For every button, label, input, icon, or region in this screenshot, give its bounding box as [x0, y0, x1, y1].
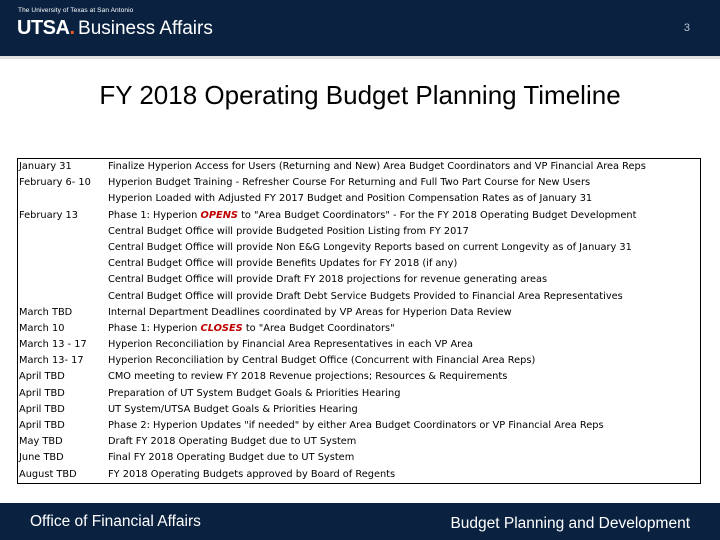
page-title: FY 2018 Operating Budget Planning Timeline [99, 80, 621, 110]
timeline-description-text: Draft FY 2018 Operating Budget due to UT System [108, 436, 357, 448]
footer-office-name: Office of Financial Affairs [30, 513, 201, 530]
timeline-description-text: UT System/UTSA Budget Goals & Priorities Hearing [108, 403, 358, 415]
timeline-description-text: FY 2018 Operating Budgets approved by Board of Regents [108, 468, 396, 480]
timeline-row [18, 289, 700, 305]
timeline-description [107, 434, 700, 450]
logo-utsa-text: UTSA [17, 17, 70, 39]
header-divider [0, 56, 720, 59]
timeline-date: May TBD [19, 436, 63, 448]
timeline-date [18, 240, 107, 256]
timeline-date: April TBD [19, 420, 65, 431]
logo-dot: . [69, 17, 76, 39]
timeline-row [18, 159, 700, 175]
timeline-row [18, 418, 700, 434]
timeline-description [107, 159, 700, 175]
timeline-date: April TBD [19, 371, 65, 383]
timeline-description-text: Hyperion Loaded with Adjusted FY 2017 Budget and Position Compensation Rates as of January 31 [108, 193, 593, 205]
timeline-description [107, 450, 700, 466]
timeline-table [17, 158, 701, 484]
timeline-row [18, 321, 700, 337]
timeline-description [107, 240, 700, 256]
timeline-description-text: Internal Department Deadlines coordinated by VP Areas for Hyperion Data Review [108, 306, 512, 318]
timeline-description-text: Central Budget Office will provide Budgeted Position Listing from FY 2017 [108, 225, 469, 237]
timeline-description-text: Final FY 2018 Operating Budget due to UT System [108, 452, 355, 464]
timeline-date [18, 224, 107, 240]
timeline-row [18, 305, 700, 321]
logo-department-text: Business Affairs [78, 18, 213, 39]
timeline-description [107, 305, 700, 321]
timeline-date [18, 256, 107, 272]
timeline-description-text: Central Budget Office will provide Draft Debt Service Budgets Provided to Financial Area Representatives [108, 290, 623, 302]
timeline-description [107, 224, 700, 240]
timeline-description [107, 467, 700, 483]
page-number: 3 [683, 22, 690, 34]
timeline-row [18, 224, 700, 240]
timeline-date [18, 289, 107, 305]
timeline-date: March TBD [19, 306, 73, 318]
timeline-row [18, 208, 700, 224]
timeline-date [18, 191, 107, 207]
timeline-description [107, 175, 700, 191]
timeline-date: March 13- 17 [19, 355, 84, 367]
footer-department-name: Budget Planning and Development [450, 515, 690, 532]
timeline-row [18, 402, 700, 418]
timeline-row [18, 272, 700, 288]
timeline-description [107, 321, 700, 337]
timeline-row [18, 337, 700, 353]
timeline-description [107, 337, 700, 353]
timeline-description-text: Finalize Hyperion Access for Users (Returning and New) Area Budget Coordinators and VP Financial Area Reps [108, 161, 646, 172]
header-bar [0, 0, 720, 56]
timeline-description [107, 256, 700, 272]
timeline-row [18, 369, 700, 385]
timeline-row [18, 240, 700, 256]
timeline-date: April TBD [19, 403, 65, 415]
utsa-logo [17, 17, 213, 41]
footer-bar [0, 503, 720, 540]
timeline-row [18, 450, 700, 466]
timeline-description [107, 289, 700, 305]
timeline-status-highlight: OPENS [200, 209, 238, 221]
timeline-description-text: Phase 1: Hyperion [108, 322, 201, 334]
timeline-date: April TBD [19, 387, 65, 399]
timeline-date: March 13 - 17 [19, 339, 87, 351]
timeline-description-text: Phase 2: Hyperion Updates "if needed" by either Area Budget Coordinators or VP Financial Area Reps [108, 420, 604, 431]
timeline-description-text: Hyperion Reconciliation by Financial Area Representatives in each VP Area [108, 339, 474, 351]
timeline-row [18, 467, 700, 483]
timeline-row [18, 434, 700, 450]
timeline-description-text: Hyperion Budget Training - Refresher Course For Returning and Full Two Part Course for New Users [108, 177, 591, 189]
timeline-row [18, 386, 700, 402]
timeline-description-text: to "Area Budget Coordinators" [242, 322, 395, 334]
timeline-row [18, 175, 700, 191]
timeline-description-text: Central Budget Office will provide Draft FY 2018 projections for revenue generating areas [108, 274, 548, 286]
timeline-status-highlight: CLOSES [200, 322, 243, 334]
timeline-description [107, 369, 700, 385]
university-name: The University of Texas at San Antonio [18, 7, 134, 14]
timeline-description-text: CMO meeting to review FY 2018 Revenue projections; Resources & Requirements [108, 371, 508, 383]
timeline-row [18, 353, 700, 369]
timeline-date: January 31 [19, 161, 72, 172]
timeline-description [107, 386, 700, 402]
timeline-description [107, 418, 700, 434]
timeline-description [107, 272, 700, 288]
timeline-date: March 10 [19, 322, 65, 334]
timeline-date: February 13 [19, 209, 78, 221]
timeline-description [107, 208, 700, 224]
timeline-description-text: to "Area Budget Coordinators" - For the FY 2018 Operating Budget Development [237, 209, 637, 221]
timeline-description [107, 353, 700, 369]
timeline-row [18, 191, 700, 207]
timeline-description [107, 402, 700, 418]
timeline-date: February 6- 10 [19, 177, 91, 189]
timeline-description-text: Phase 1: Hyperion [108, 209, 201, 221]
timeline-description-text: Central Budget Office will provide Benefits Updates for FY 2018 (if any) [108, 258, 458, 270]
timeline-date [18, 272, 107, 288]
timeline-date: June TBD [19, 452, 64, 464]
timeline-description-text: Central Budget Office will provide Non E&G Longevity Reports based on current Longevity as of January 31 [108, 241, 632, 253]
timeline-description [107, 191, 700, 207]
timeline-row [18, 256, 700, 272]
timeline-description-text: Preparation of UT System Budget Goals & Priorities Hearing [108, 387, 401, 399]
timeline-date: August TBD [19, 468, 77, 480]
timeline-description-text: Hyperion Reconciliation by Central Budget Office (Concurrent with Financial Area Reps) [108, 355, 536, 367]
